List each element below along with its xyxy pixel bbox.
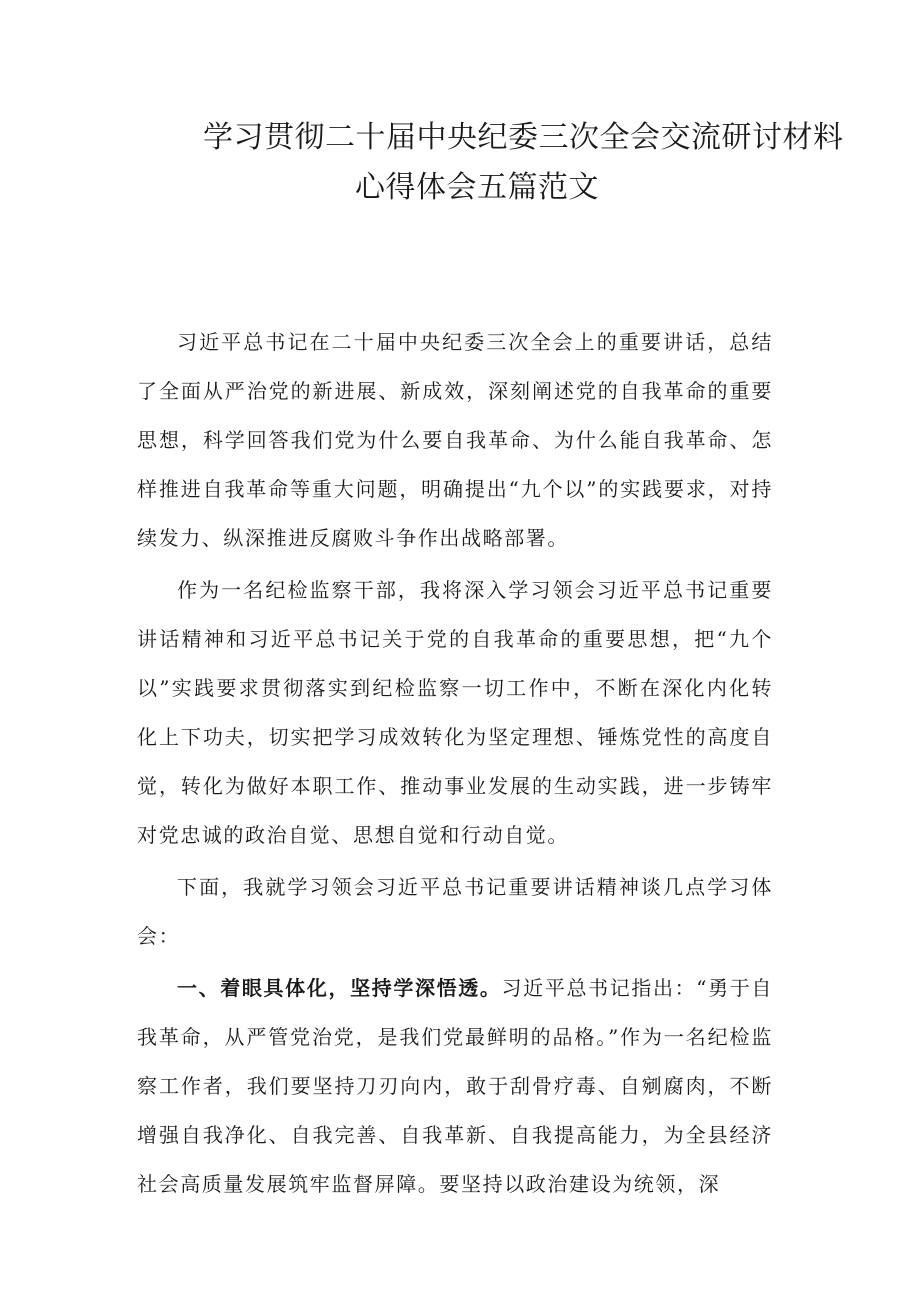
paragraph-3	[137, 863, 773, 961]
paragraph-3-text: 下面，我就学习领会习近平总书记重要讲话精神谈几点学习体会：	[137, 875, 773, 948]
paragraph-1	[137, 318, 773, 563]
paragraph-2-text: 作为一名纪检监察干部，我将深入学习领会习近平总书记重要讲话精神和习近平总书记关于党的自我革命的重要思想，把“九个以”实践要求贯彻落实到纪检监察一切工作中，不断在深化内化转化上下功夫，切实把学习成效转化为坚定理想、锤炼党性的高度自觉，转化为做好本职工作、推动事业发展的生动实践，进一步铸牢对党忠诚的政治自觉、思想自觉和行动自觉。	[137, 578, 773, 847]
document-title-line-2: 心得体会五篇范文	[355, 170, 599, 205]
paragraph-4-text: 习近平总书记指出：“勇于自我革命，从严管党治党，是我们党最鲜明的品格。”作为一名纪检监察工作者，我们要坚持刀刃向内，敢于刮骨疗毒、自剜腐肉，不断增强自我净化、自我完善、自我革新、自我提高能力，为全县经济社会高质量发展筑牢监督屏障。要坚持以政治建设为统领，深	[137, 976, 774, 1196]
paragraph-1-text: 习近平总书记在二十届中央纪委三次全会上的重要讲话，总结了全面从严治党的新进展、新成效，深刻阐述党的自我革命的重要思想，科学回答我们党为什么要自我革命、为什么能自我革命、怎样推进自我革命等重大问题，明确提出“九个以”的实践要求，对持续发力、纵深推进反腐败斗争作出战略部署。	[137, 330, 773, 550]
paragraph-4	[137, 964, 773, 1209]
paragraph-2	[137, 566, 773, 860]
document-body	[137, 318, 773, 1209]
section-heading-1: 一、着眼具体化，坚持学深悟透。	[177, 976, 502, 1000]
document-title-line-1: 学习贯彻二十届中央纪委三次全会交流研讨材料	[203, 120, 844, 155]
